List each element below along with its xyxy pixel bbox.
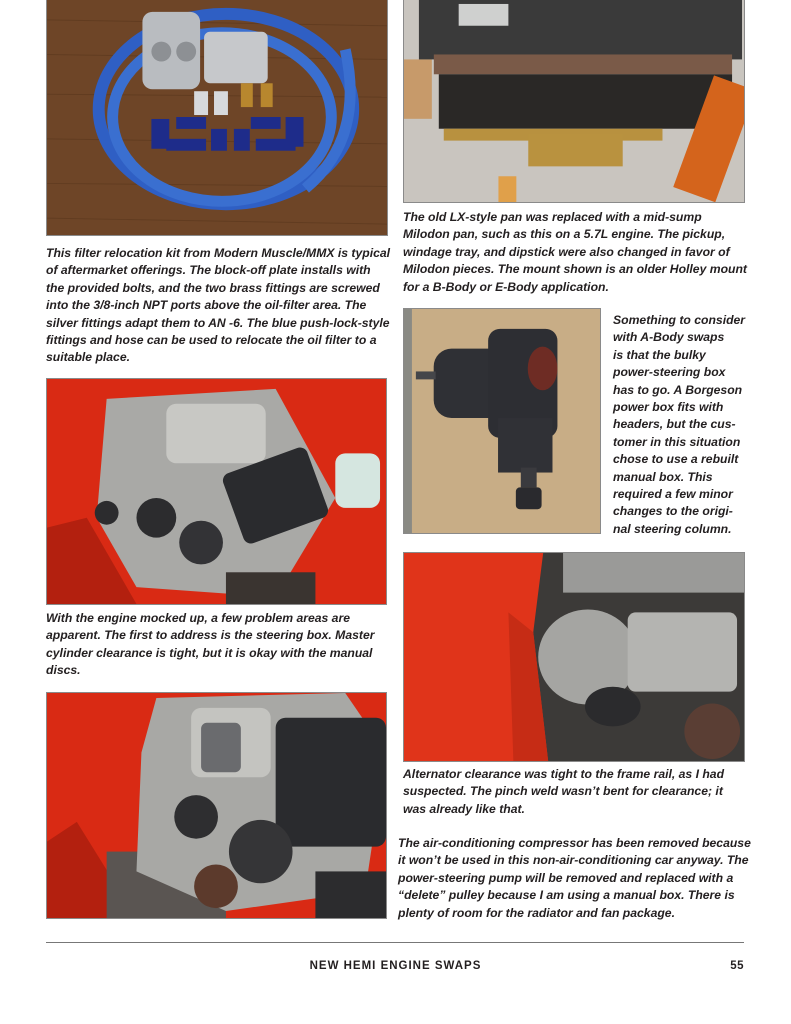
photo-milodon-pan xyxy=(403,0,745,203)
caption-alternator: Alternator clearance was tight to the frame rail, as I had suspected. The pinch weld wasn’t bent for clearance; it was already like that. xyxy=(403,767,725,816)
caption-line: headers, but the cus- xyxy=(613,417,736,432)
caption-line: has to go. A Borgeson xyxy=(613,382,743,397)
caption-line: is that the bulky xyxy=(613,347,706,362)
caption-line: required a few minor xyxy=(613,487,733,502)
caption-steering-box xyxy=(613,312,763,538)
photo-filter-kit xyxy=(46,0,388,236)
page-number: 55 xyxy=(730,960,744,972)
caption-line: power box fits with xyxy=(613,400,724,415)
caption-engine-mockup: With the engine mocked up, a few problem areas are apparent. The first to address is the steering box. Master cylinder clearance is tight, but it is okay with the manual discs. xyxy=(46,611,375,678)
footer-rule xyxy=(46,942,744,943)
running-footer-title: NEW HEMI ENGINE SWAPS xyxy=(309,960,482,972)
caption-engine-front: The air-conditioning compressor has been removed because it won’t be used in this non-air-conditioning car anyway. The power-steering pump will be removed and replaced with a “delete” pulley because I am using a manual box. There is plenty of room for the radiator and fan package. xyxy=(398,836,751,920)
caption-line: with A-Body swaps xyxy=(613,330,725,345)
caption-line: manual box. This xyxy=(613,469,713,484)
photo-engine-front xyxy=(46,692,387,919)
photo-steering-box xyxy=(403,308,601,534)
photo-engine-mockup xyxy=(46,378,387,605)
caption-milodon-pan: The old LX-style pan was replaced with a mid-sump Milodon pan, such as this on a 5.7L engine. The pickup, windage tray, and dipstick were also changed in favor of Milodon pieces. The mount shown is an older Holley mount for a B-Body or E-Body application. xyxy=(403,210,747,294)
caption-line: changes to the origi- xyxy=(613,504,733,519)
caption-line: tomer in this situation xyxy=(613,434,741,449)
caption-line: nal steering column. xyxy=(613,521,732,536)
photo-alternator-clearance xyxy=(403,552,745,762)
caption-filter-kit: This filter relocation kit from Modern Muscle/MMX is typical of aftermarket offerings. The block-off plate installs with the provided bolts, and the two brass fittings are screwed into the 3/8-inch NPT ports above the oil-filter area. The silver fittings adapt them to AN -6. The blue push-lock-style fittings and hose can be used to relocate the oil filter to a suitable place. xyxy=(46,246,391,365)
caption-line: Something to consider xyxy=(613,313,746,327)
caption-line: power-steering box xyxy=(613,365,726,380)
caption-line: chose to use a rebuilt xyxy=(613,452,739,467)
